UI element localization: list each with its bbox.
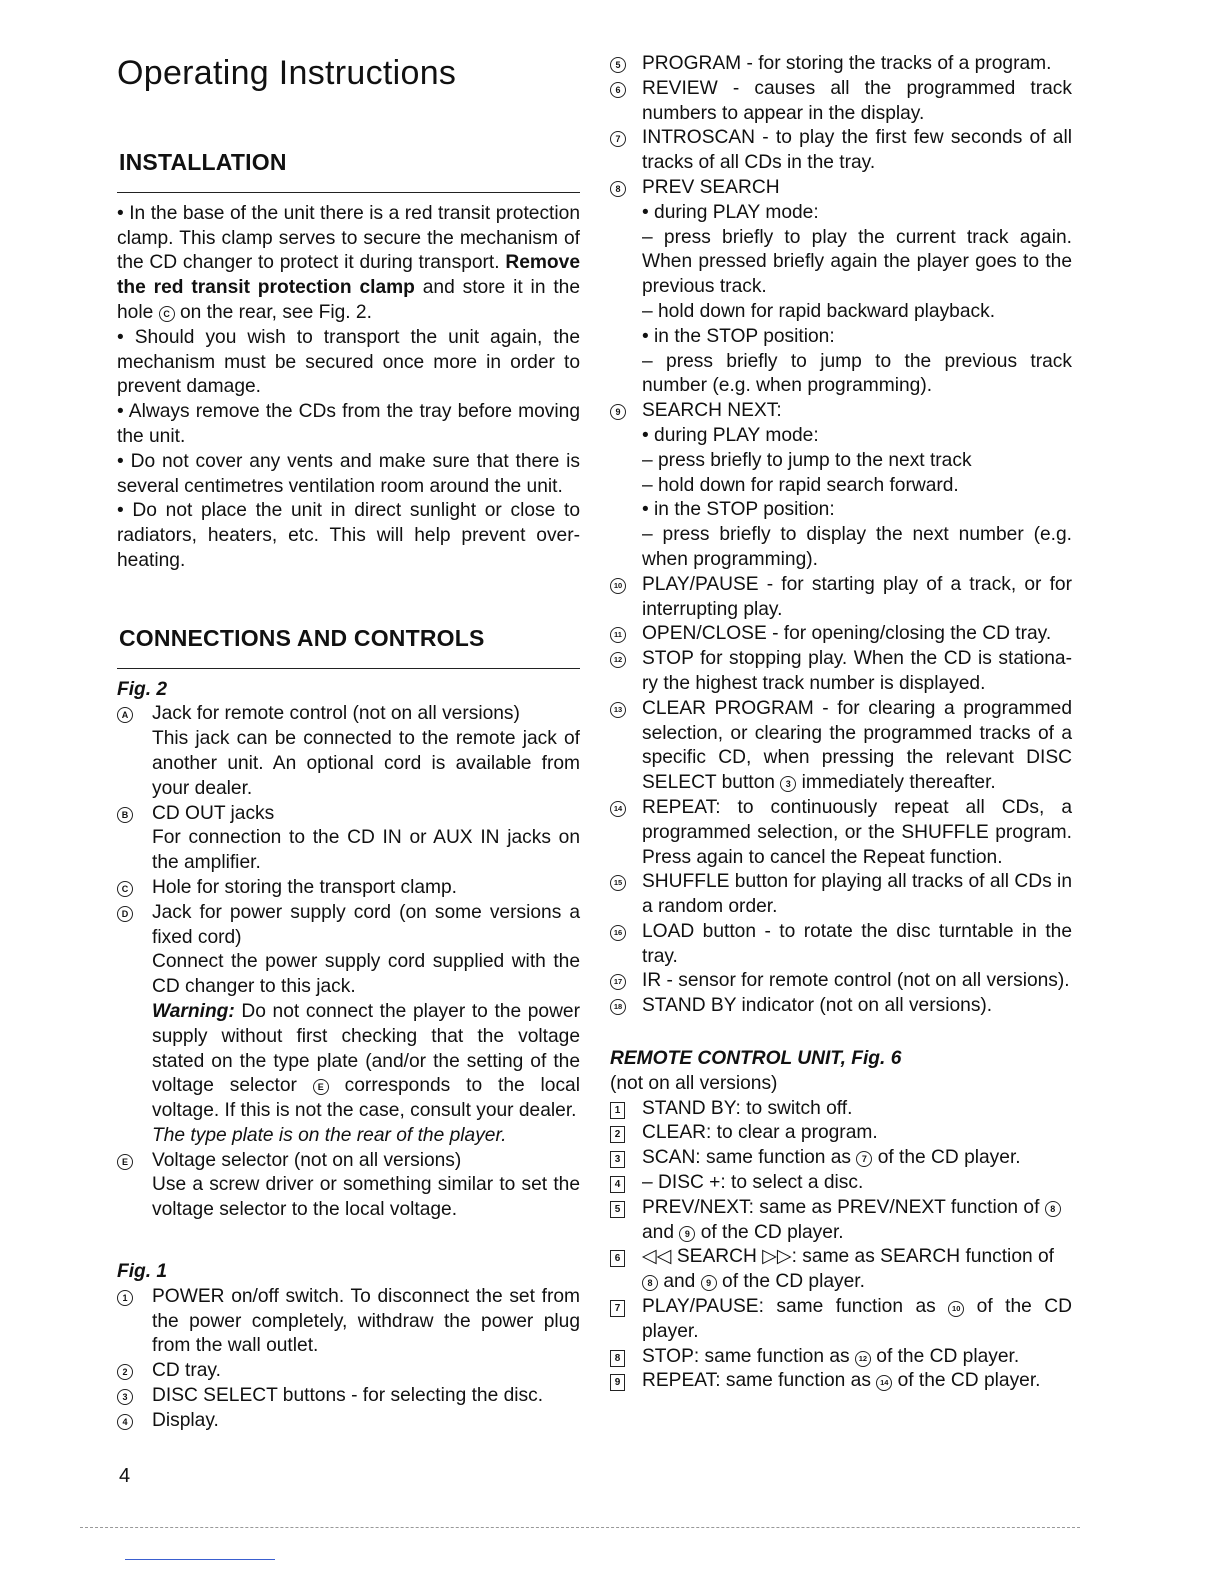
item-marker: 11 xyxy=(610,627,626,643)
remote-item-1: 1 STAND BY: to switch off. xyxy=(610,1097,1072,1122)
installation-paragraph-3: • Always remove the CDs from the tray before moving the unit. xyxy=(117,401,580,447)
installation-heading: INSTALLATION xyxy=(119,149,287,175)
ref-marker: 8 xyxy=(1045,1201,1061,1217)
left-column xyxy=(117,150,580,1434)
remote-item-3: 3 SCAN: same function as 7 of the CD player. xyxy=(610,1146,1072,1171)
fig2-item-d: D Jack for power supply cord (on some versions a fixed cord) Connect the power supply cord supplied with the CD changer to this jack. Warning: Do not connect the player to the power supply without first checking that the voltage stated on the type plate (and/or the setting of the voltage selector E corresponds to the local voltage. If this is not the case, consult your dealer. The type plate is on the rear of the player. xyxy=(117,901,580,1149)
ref-marker: 10 xyxy=(948,1301,964,1317)
item-marker: 8 xyxy=(610,181,626,197)
item-marker: 10 xyxy=(610,578,626,594)
key-marker: 9 xyxy=(610,1374,625,1391)
page-number: 4 xyxy=(119,1465,131,1487)
fig2-item-b: B CD OUT jacks For connection to the CD IN or AUX IN jacks on the amplifier. xyxy=(117,802,580,876)
item-marker: 3 xyxy=(117,1389,133,1405)
control-item-5: 5 PROGRAM - for storing the tracks of a program. xyxy=(610,52,1072,77)
key-marker: 3 xyxy=(610,1151,625,1168)
item-marker: 15 xyxy=(610,875,626,891)
item-marker: 17 xyxy=(610,974,626,990)
ref-marker: 7 xyxy=(856,1151,872,1167)
item-marker: 14 xyxy=(610,801,626,817)
ref-marker: 9 xyxy=(679,1226,695,1242)
key-marker: 6 xyxy=(610,1250,625,1267)
type-plate-note: The type plate is on the rear of the player. xyxy=(152,1124,507,1146)
item-marker: 5 xyxy=(610,57,626,73)
remote-item-7: 7 PLAY/PAUSE: same function as 10 of the CD player. xyxy=(610,1295,1072,1345)
right-column xyxy=(610,52,1072,1394)
scan-artifact-underline xyxy=(125,1559,275,1560)
key-marker: 1 xyxy=(610,1102,625,1119)
remote-heading: REMOTE CONTROL UNIT, Fig. 6 xyxy=(610,1048,902,1070)
connections-heading: CONNECTIONS AND CONTROLS xyxy=(119,624,485,651)
item-marker: 12 xyxy=(610,652,626,668)
fig1-item-4: 4 Display. xyxy=(117,1409,580,1434)
control-item-16: 16 LOAD button - to rotate the disc turntable in the tray. xyxy=(610,920,1072,970)
control-item-12: 12 STOP for stopping play. When the CD is stationa-ry the highest track number is displayed. xyxy=(610,647,1072,697)
ref-marker: 8 xyxy=(642,1275,658,1291)
scan-artifact-line xyxy=(80,1527,1080,1529)
connections-rule xyxy=(117,668,580,669)
key-marker: 4 xyxy=(610,1176,625,1193)
installation-paragraph-4: • Do not cover any vents and make sure that there is several centimetres ventilation room around the unit. xyxy=(117,450,580,497)
ref-marker: 9 xyxy=(701,1275,717,1291)
remote-subheading: (not on all versions) xyxy=(610,1072,778,1094)
control-item-7: 7 INTROSCAN - to play the first few seconds of all tracks of all CDs in the tray. xyxy=(610,126,1072,176)
item-marker: 6 xyxy=(610,82,626,98)
item-marker: C xyxy=(117,881,133,897)
control-item-15: 15 SHUFFLE button for playing all tracks of all CDs in a random order. xyxy=(610,870,1072,920)
item-marker: A xyxy=(117,707,133,723)
control-item-9: 9 SEARCH NEXT: • during PLAY mode: – press briefly to jump to the next track – hold down for rapid search forward. • in the STOP position: – press briefly to display the next number (e.g. when programming). xyxy=(610,399,1072,573)
installation-rule xyxy=(117,192,580,193)
item-marker: 18 xyxy=(610,999,626,1015)
fig1-item-3: 3 DISC SELECT buttons - for selecting the disc. xyxy=(117,1384,580,1409)
remote-item-2: 2 CLEAR: to clear a program. xyxy=(610,1121,1072,1146)
control-item-10: 10 PLAY/PAUSE - for starting play of a track, or for interrupting play. xyxy=(610,573,1072,623)
fig1-item-2: 2 CD tray. xyxy=(117,1359,580,1384)
item-marker: 7 xyxy=(610,131,626,147)
installation-paragraph-5: • Do not place the unit in direct sunlight or close to radiators, heaters, etc. This will help prevent over-heating. xyxy=(117,500,580,571)
item-marker: 2 xyxy=(117,1364,133,1380)
installation-paragraph-1: • In the base of the unit there is a red transit protection clamp. This clamp serves to secure the mechanism of the CD changer to protect it during transport. Remove the red transit protection clamp and store it in the hole C on the rear, see Fig. 2. xyxy=(117,202,581,323)
fig1-label: Fig. 1 xyxy=(117,1261,168,1283)
key-marker: 5 xyxy=(610,1201,625,1218)
item-marker: E xyxy=(117,1154,133,1170)
item-marker: 1 xyxy=(117,1290,133,1306)
fig2-item-c: C Hole for storing the transport clamp. xyxy=(117,876,580,901)
ref-marker: C xyxy=(159,306,175,322)
control-item-13: 13 CLEAR PROGRAM - for clearing a programmed selection, or clearing the programmed tracks of a specific CD, when pressing the relevant DISC SELECT button 3 immediately thereafter. xyxy=(610,697,1072,796)
installation-paragraph-2: • Should you wish to transport the unit again, the mechanism must be secured once more in order to prevent damage. xyxy=(117,326,580,398)
item-marker: 9 xyxy=(610,404,626,420)
item-marker: 4 xyxy=(117,1414,133,1430)
remote-item-4: 4 – DISC +: to select a disc. xyxy=(610,1171,1072,1196)
control-item-18: 18 STAND BY indicator (not on all versions). xyxy=(610,994,1072,1019)
item-marker: D xyxy=(117,906,133,922)
control-item-8: 8 PREV SEARCH • during PLAY mode: – press briefly to play the current track again. When pressed briefly again the player goes to the previous track. – hold down for rapid backward playback. • in the STOP position: – press briefly to jump to the previous track number (e.g. when programming). xyxy=(610,176,1072,399)
remote-item-8: 8 STOP: same function as 12 of the CD player. xyxy=(610,1345,1072,1370)
control-item-17: 17 IR - sensor for remote control (not on all versions). xyxy=(610,969,1072,994)
ref-marker: E xyxy=(313,1079,329,1095)
ref-marker: 12 xyxy=(855,1351,871,1367)
key-marker: 8 xyxy=(610,1350,625,1367)
ref-marker: 3 xyxy=(780,776,796,792)
page-title: Operating Instructions xyxy=(117,54,457,92)
remote-item-6: 6 ◁◁ SEARCH ▷▷: same as SEARCH function of 8 and 9 of the CD player. xyxy=(610,1245,1072,1295)
key-marker: 2 xyxy=(610,1126,625,1143)
control-item-14: 14 REPEAT: to continuously repeat all CDs, a programmed selection, or the SHUFFLE program. Press again to cancel the Repeat function. xyxy=(610,796,1072,870)
control-item-11: 11 OPEN/CLOSE - for opening/closing the CD tray. xyxy=(610,622,1072,647)
remote-item-9: 9 REPEAT: same function as 14 of the CD player. xyxy=(610,1369,1072,1394)
item-marker: 13 xyxy=(610,702,626,718)
control-item-6: 6 REVIEW - causes all the programmed track numbers to appear in the display. xyxy=(610,77,1072,127)
fig1-item-1: 1 POWER on/off switch. To disconnect the set from the power completely, withdraw the power plug from the wall outlet. xyxy=(117,1285,580,1359)
fig2-item-a: A Jack for remote control (not on all versions) This jack can be connected to the remote jack of another unit. An optional cord is available from your dealer. xyxy=(117,702,580,801)
key-marker: 7 xyxy=(610,1300,625,1317)
fig2-item-e: E Voltage selector (not on all versions) Use a screw driver or something similar to set the voltage selector to the local voltage. xyxy=(117,1149,580,1223)
remote-item-5: 5 PREV/NEXT: same as PREV/NEXT function of 8 and 9 of the CD player. xyxy=(610,1196,1072,1246)
fig2-label: Fig. 2 xyxy=(117,678,168,700)
ref-marker: 14 xyxy=(876,1375,892,1391)
item-marker: 16 xyxy=(610,925,626,941)
warning-text: Warning: Do not connect the player to the power supply without first checking that the voltage stated on the type plate (and/or the setting of the voltage selector E corresponds to the local voltage. If this is not the case, consult your dealer. xyxy=(152,1000,580,1122)
item-marker: B xyxy=(117,807,133,823)
